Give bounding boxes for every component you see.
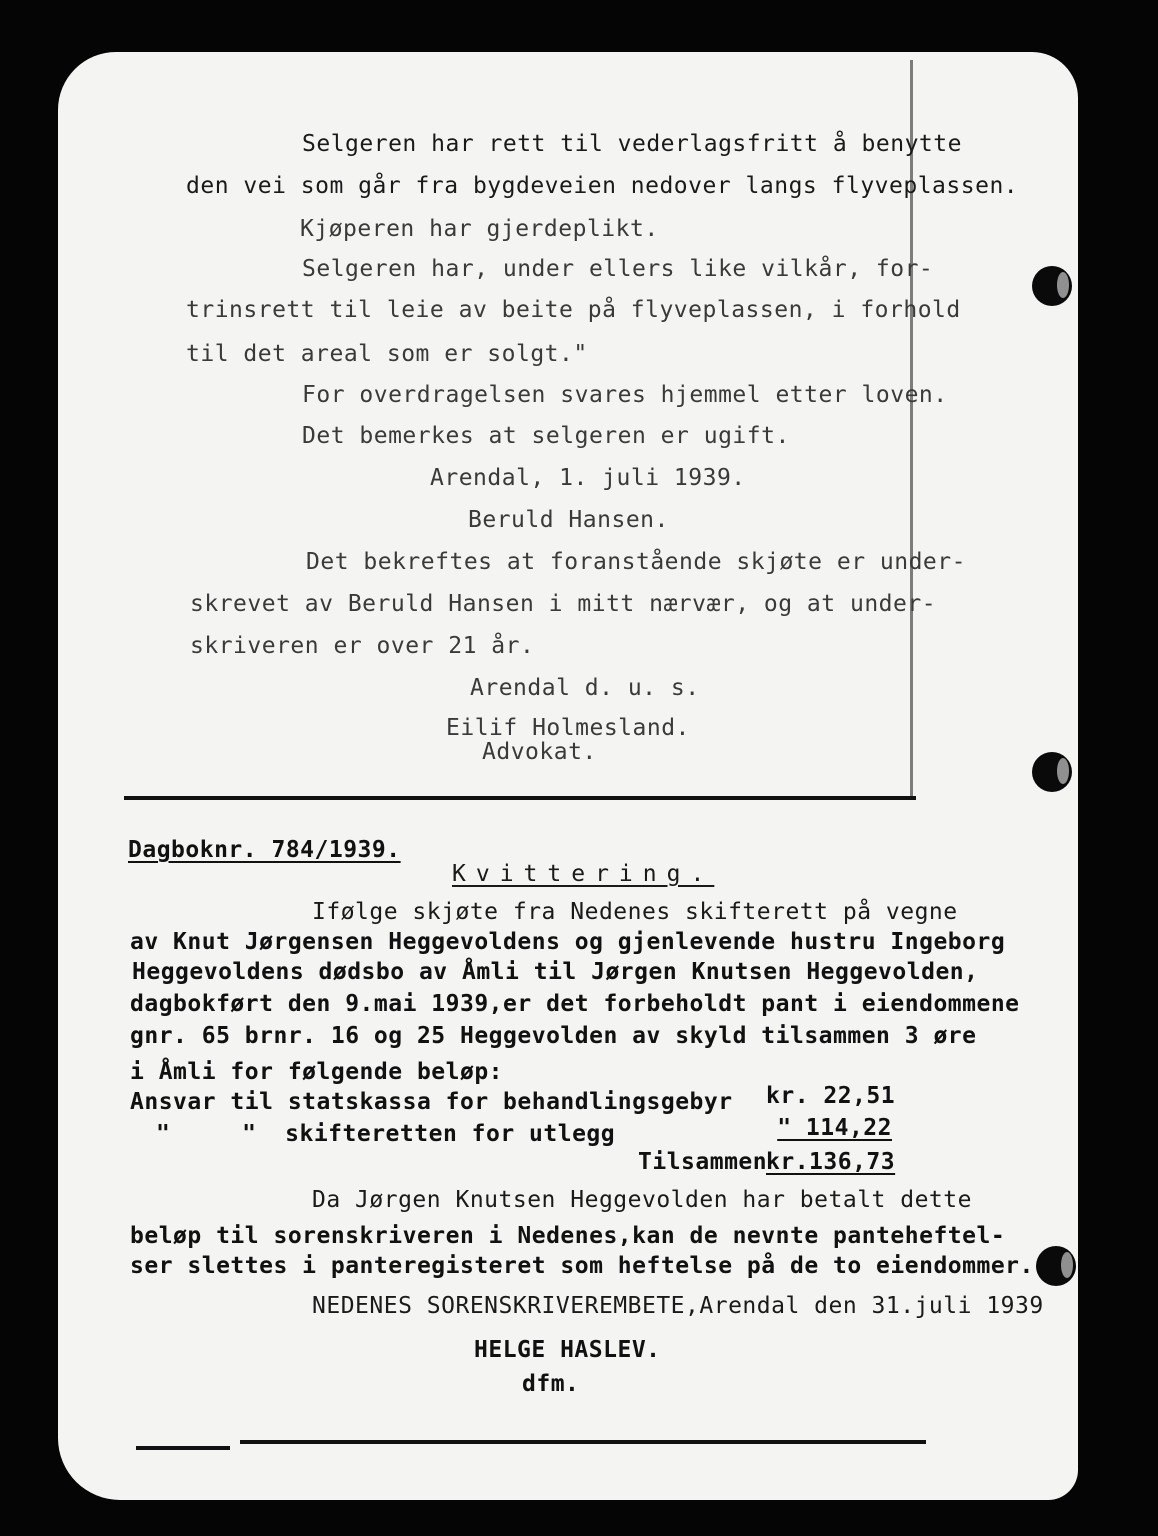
- lawyer-title: Advokat.: [482, 739, 597, 765]
- witness-place-date: Arendal d. u. s.: [470, 675, 700, 701]
- punch-hole-top: [1032, 266, 1072, 306]
- margin-rule: [910, 60, 913, 800]
- deed-line-2: den vei som går fra bygdeveien nedover langs flyveplassen.: [186, 173, 1019, 199]
- closing-line-2: beløp til sorenskriveren i Nedenes,kan de nevnte panteheftel-: [130, 1223, 1006, 1249]
- office-line: NEDENES SORENSKRIVEREMBETE,Arendal den 31.juli 1939: [312, 1293, 1044, 1319]
- lawyer-name: Eilif Holmesland.: [446, 715, 690, 741]
- witness-line-3: skriveren er over 21 år.: [190, 633, 535, 659]
- deed-place-date: Arendal, 1. juli 1939.: [430, 465, 746, 491]
- closing-line-1: Da Jørgen Knutsen Heggevolden har betalt dette: [312, 1187, 972, 1213]
- fee-item-1-amount: kr. 22,51: [766, 1083, 896, 1109]
- deed-signature: Beruld Hansen.: [468, 507, 669, 533]
- punch-hole-bottom: [1036, 1246, 1076, 1286]
- deed-line-3: Kjøperen har gjerdeplikt.: [300, 216, 659, 242]
- punch-hole-middle: [1032, 752, 1072, 792]
- receipt-signer: HELGE HASLEV.: [474, 1337, 661, 1363]
- deed-line-5: trinsrett til leie av beite på flyveplassen, i forhold: [186, 297, 961, 323]
- deed-line-1: Selgeren har rett til vederlagsfritt å benytte: [302, 131, 962, 157]
- receipt-line-1: Ifølge skjøte fra Nedenes skifterett på vegne: [312, 899, 958, 925]
- receipt-line-5: gnr. 65 brnr. 16 og 25 Heggevolden av skyld tilsammen 3 øre: [130, 1023, 977, 1049]
- receipt-title: Kvittering.: [452, 861, 715, 887]
- deed-line-4: Selgeren har, under ellers like vilkår, for-: [302, 256, 934, 282]
- bottom-rule-left: [136, 1446, 230, 1450]
- fee-item-1-label: Ansvar til statskassa for behandlingsgebyr: [130, 1089, 733, 1115]
- deed-line-6: til det areal som er solgt.": [186, 341, 588, 367]
- deed-line-8: Det bemerkes at selgeren er ugift.: [302, 423, 790, 449]
- journal-number: Dagboknr. 784/1939.: [128, 837, 401, 863]
- witness-line-1: Det bekreftes at foranstående skjøte er under-: [306, 549, 966, 575]
- receipt-line-3: Heggevoldens dødsbo av Åmli til Jørgen Knutsen Heggevolden,: [132, 959, 979, 985]
- total-amount: kr.136,73: [766, 1149, 896, 1175]
- receipt-signer-title: dfm.: [522, 1371, 580, 1397]
- witness-line-2: skrevet av Beruld Hansen i mitt nærvær, og at under-: [190, 591, 937, 617]
- fee-item-2-label: " " skifteretten for utlegg: [156, 1121, 616, 1147]
- bottom-rule-right: [240, 1440, 926, 1444]
- receipt-line-6: i Åmli for følgende beløp:: [130, 1059, 504, 1085]
- total-label: Tilsammen: [638, 1149, 768, 1175]
- fee-item-2-amount: " 114,22: [777, 1115, 892, 1141]
- deed-line-7: For overdragelsen svares hjemmel etter loven.: [302, 382, 948, 408]
- receipt-line-4: dagbokført den 9.mai 1939,er det forbeholdt pant i eiendommene: [130, 991, 1020, 1017]
- section-divider: [124, 796, 916, 800]
- receipt-line-2: av Knut Jørgensen Heggevoldens og gjenlevende hustru Ingeborg: [130, 929, 1006, 955]
- closing-line-3: ser slettes i panteregisteret som heftelse på de to eiendommer.: [130, 1253, 1034, 1279]
